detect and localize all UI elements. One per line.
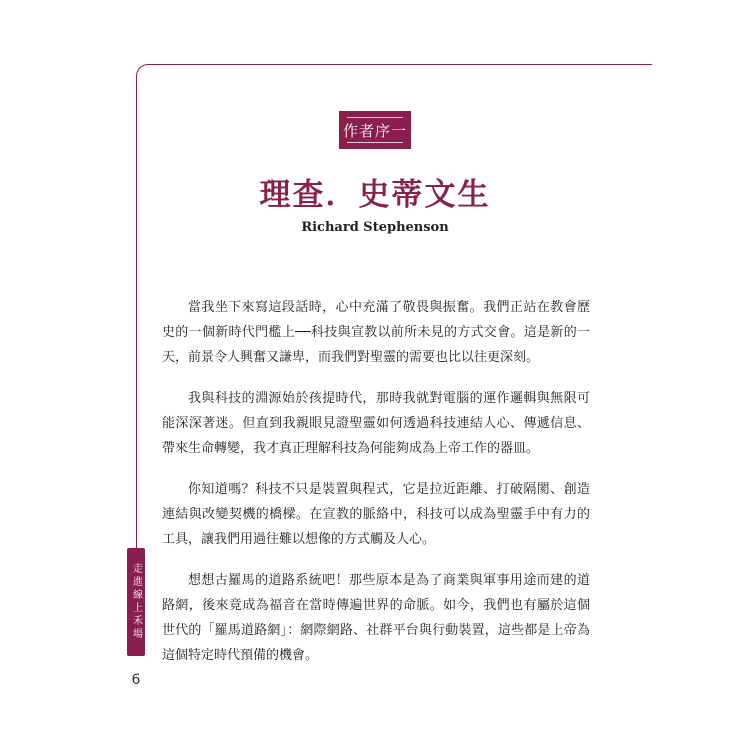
tag-top-rule	[347, 117, 403, 118]
section-tag-label: 作者序一	[342, 121, 407, 140]
author-name-english: Richard Stephenson	[301, 220, 449, 235]
paragraph: 想想古羅馬的道路系統吧！那些原本是為了商業與軍事用途而建的道路網，後來竟成為福音在當時傳遍世界的命脈。如今，我們也有屬於這個世代的「羅馬道路網」：網際網路、社群平台與行動裝置，這些都是上帝為這個特定時代預備的機會。	[162, 573, 590, 663]
section-tag	[339, 111, 411, 149]
paragraph: 你知道嗎？科技不只是裝置與程式，它是拉近距離、打破隔閡、創造連結與改變契機的橋樑。在宣教的脈絡中，科技可以成為聖靈手中有力的工具，讓我們用過往難以想像的方式觸及人心。	[162, 482, 590, 547]
paragraph: 我與科技的淵源始於孩提時代，那時我就對電腦的運作邏輯與無限可能深深著迷。但直到我親眼見證聖靈如何透過科技連結人心、傳遞信息、帶來生命轉變，我才真正理解科技為何能夠成為上帝工作的器皿。	[162, 391, 590, 456]
page-number: 6	[131, 672, 141, 688]
tag-bottom-rule	[347, 142, 403, 143]
body-text	[162, 295, 590, 684]
paragraph: 當我坐下來寫這段話時，心中充滿了敬畏與振奮。我們正站在教會歷史的一個新時代門檻上──科技與宣教以前所未見的方式交會。這是新的一天，前景令人興奮又謙卑，而我們對聖靈的需要也比以往更深刻。	[162, 300, 590, 365]
author-name-chinese: 理查．史蒂文生	[259, 177, 491, 213]
book-title-tab: 走進線上禾場	[127, 548, 145, 656]
